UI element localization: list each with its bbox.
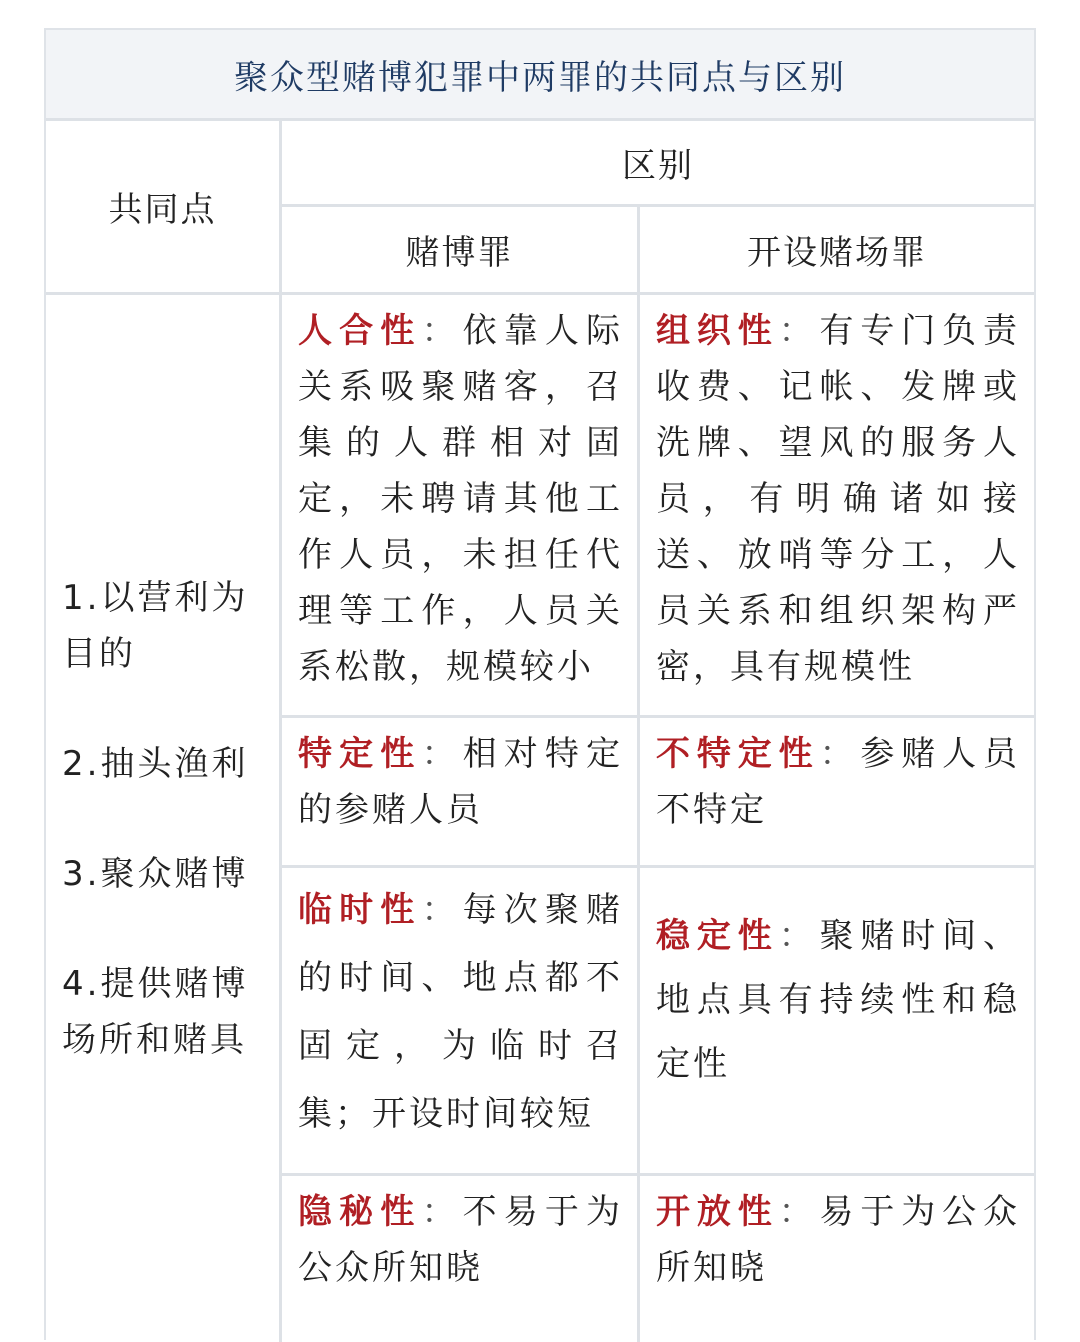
feature-text: 依靠人际关系吸聚赌客，召集的人群相对固定，未聘请其他工作人员，未担任代理等工作，人员关系松散，规模较小 [298, 311, 624, 687]
feature-keyword: 特定性 [298, 734, 422, 774]
comparison-table [44, 28, 1036, 1340]
feature-text: 有专门负责收费、记帐、发牌或洗牌、望风的服务人员，有明确诸如接送、放哨等分工，人员关系和组织架构严密，具有规模性 [656, 311, 1020, 687]
common-point: 2.抽头渔利 [62, 743, 249, 784]
feature-keyword: 临时性 [298, 890, 422, 930]
common-point: 1.以营利为目的 [62, 577, 249, 674]
feature-separator: ： [778, 1192, 820, 1232]
feature-text: 易于为公众所知晓 [656, 1192, 1020, 1288]
common-points-cell [46, 295, 282, 1342]
feature-keyword: 不特定性 [656, 734, 820, 774]
casino-cell [640, 295, 1034, 718]
header-difference [282, 121, 1034, 207]
feature-keyword: 人合性 [298, 311, 422, 351]
feature-text: 相对特定的参赌人员 [298, 734, 624, 830]
feature-separator: ： [421, 734, 463, 774]
feature-separator: ： [421, 890, 463, 930]
common-point: 4.提供赌博场所和赌具 [62, 963, 249, 1060]
casino-cell [640, 1176, 1034, 1342]
header-common-label: 共同点 [108, 190, 217, 230]
table-title: 聚众型赌博犯罪中两罪的共同点与区别 [46, 30, 1034, 121]
common-point: 3.聚众赌博 [62, 853, 249, 894]
gambling-cell [282, 868, 640, 1176]
gambling-cell [282, 1176, 640, 1342]
feature-text: 参赌人员不特定 [656, 734, 1020, 830]
feature-text: 不易于为公众所知晓 [298, 1192, 624, 1288]
gambling-cell [282, 718, 640, 868]
casino-cell [640, 718, 1034, 868]
feature-keyword: 开放性 [656, 1192, 779, 1232]
feature-keyword: 组织性 [656, 311, 779, 351]
feature-text: 每次聚赌的时间、地点都不固定，为临时召集；开设时间较短 [298, 890, 624, 1134]
feature-separator: ： [778, 916, 820, 956]
feature-separator: ： [421, 311, 463, 351]
header-common [46, 121, 282, 295]
header-gambling [282, 207, 640, 295]
header-casino [640, 207, 1034, 295]
feature-separator: ： [819, 734, 861, 774]
feature-separator: ： [421, 1192, 463, 1232]
feature-keyword: 稳定性 [656, 916, 779, 956]
feature-separator: ： [778, 311, 820, 351]
header-casino-label: 开设赌场罪 [747, 233, 927, 273]
header-gambling-label: 赌博罪 [405, 233, 514, 273]
header-difference-label: 区别 [622, 146, 694, 186]
casino-cell [640, 868, 1034, 1176]
gambling-cell [282, 295, 640, 718]
feature-keyword: 隐秘性 [298, 1192, 422, 1232]
feature-text: 聚赌时间、地点具有持续性和稳定性 [656, 916, 1020, 1084]
